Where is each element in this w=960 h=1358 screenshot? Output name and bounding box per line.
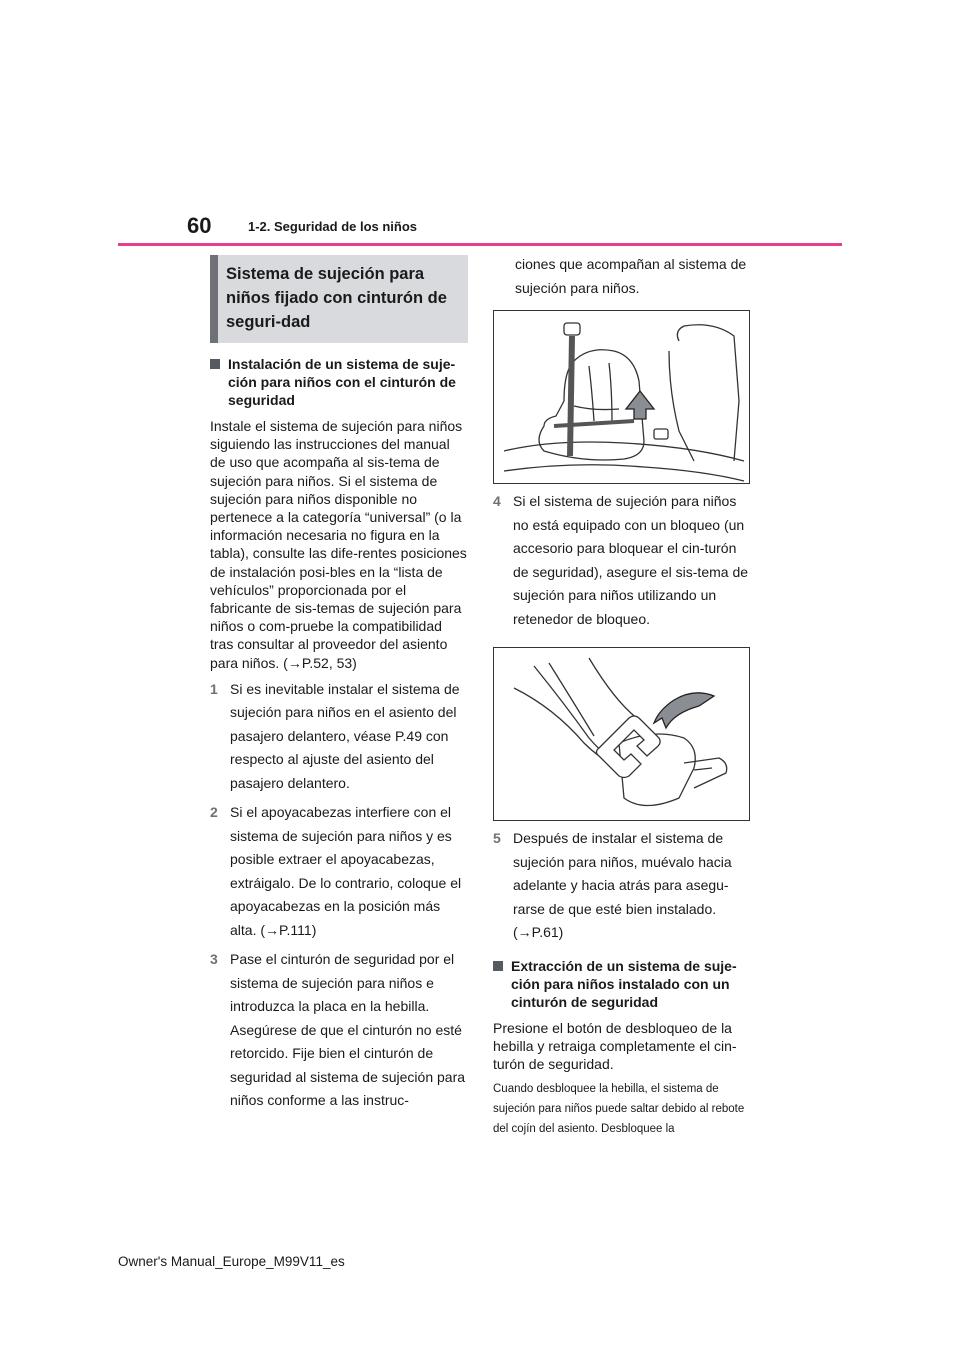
step-1 xyxy=(210,678,468,796)
section-title-box: Sistema de sujeción para niños fijado con cinturón de seguri-dad xyxy=(210,255,468,343)
square-bullet-icon xyxy=(210,359,220,369)
right-column xyxy=(493,253,751,1139)
header-rule xyxy=(118,243,842,246)
child-seat-illustration xyxy=(493,310,750,484)
subheading-installation xyxy=(210,355,468,409)
locking-clip-illustration xyxy=(493,647,750,821)
step-number: 5 xyxy=(493,830,501,846)
step-number: 3 xyxy=(210,951,218,968)
step-number: 4 xyxy=(493,493,501,509)
step-3 xyxy=(210,948,468,1113)
step-2 xyxy=(210,801,468,942)
step-3-continued: ciones que acompañan al sistema de sujeción para niños. xyxy=(515,256,747,296)
child-seat-drawing xyxy=(494,311,749,483)
step-number: 2 xyxy=(210,804,218,821)
section-header: 1-2. Seguridad de los niños xyxy=(248,219,418,234)
square-bullet-icon xyxy=(493,961,503,971)
footer-manual-id: Owner's Manual_Europe_M99V11_es xyxy=(118,1254,345,1269)
step-text: Después de instalar el sistema de sujeción para niños, muévalo hacia adelante y hacia atrás para asegu-rarse de que esté bien instalado. (→P.61) xyxy=(513,830,732,940)
step-5 xyxy=(493,827,751,945)
step-text: Pase el cinturón de seguridad por el sistema de sujeción para niños e introduzca la placa en la hebilla. Asegúrese de que el cinturón no esté retorcido. Fije bien el cinturón de seguridad al sistema de sujeción para niños conforme a las instruc- xyxy=(230,951,466,1109)
left-column xyxy=(210,255,468,1113)
step-text: Si el apoyacabezas interfiere con el sistema de sujeción para niños y es posible extraer el apoyacabezas, extráigalo. De lo contrario, coloque el apoyacabezas en la posición más alta. (→P.111) xyxy=(230,804,462,938)
subheading-removal xyxy=(493,957,751,1011)
subheading-installation-text: Instalación de un sistema de suje-ción para niños con el cinturón de seguridad xyxy=(228,356,456,408)
page-number: 60 xyxy=(187,213,212,238)
intro-paragraph: Instale el sistema de sujeción para niños siguiendo las instrucciones del manual de uso que acompaña al sis-tema de sujeción para niños. Si el sistema de sujeción para niños disponible no pertenece a la categoría “universal” (o la información necesaria no figura en la tabla), consulte las dife-rentes posiciones de instalación posi-bles en la “lista de vehículos” proporcionada por el fabricante de sis-temas de sujeción para niños o com-pruebe la compatibilidad tras consultar al proveedor del asiento para niños. (→P.52, 53) xyxy=(210,418,467,671)
note-paragraph: Cuando desbloquee la hebilla, el sistema de sujeción para niños puede saltar debido al rebote del cojín del asiento. Desbloquee la xyxy=(493,1083,745,1136)
removal-paragraph: Presione el botón de desbloqueo de la hebilla y retraiga completamente el cin-turón de seguridad. xyxy=(493,1019,737,1072)
step-text: Si el sistema de sujeción para niños no está equipado con un bloqueo (un accesorio para bloquear el cin-turón de seguridad), asegure el sis-tema de sujeción para niños utilizando un retenedor de bloqueo. xyxy=(513,493,749,627)
step-4 xyxy=(493,490,751,631)
step-number: 1 xyxy=(210,680,218,697)
step-text: Si es inevitable instalar el sistema de sujeción para niños en el asiento del pasajero delantero, véase P.49 con respecto al ajuste del asiento del pasajero delantero. xyxy=(230,680,460,791)
locking-clip-drawing xyxy=(494,648,749,820)
subheading-removal-text: Extracción de un sistema de suje-ción para niños instalado con un cinturón de seguridad xyxy=(511,957,737,1010)
